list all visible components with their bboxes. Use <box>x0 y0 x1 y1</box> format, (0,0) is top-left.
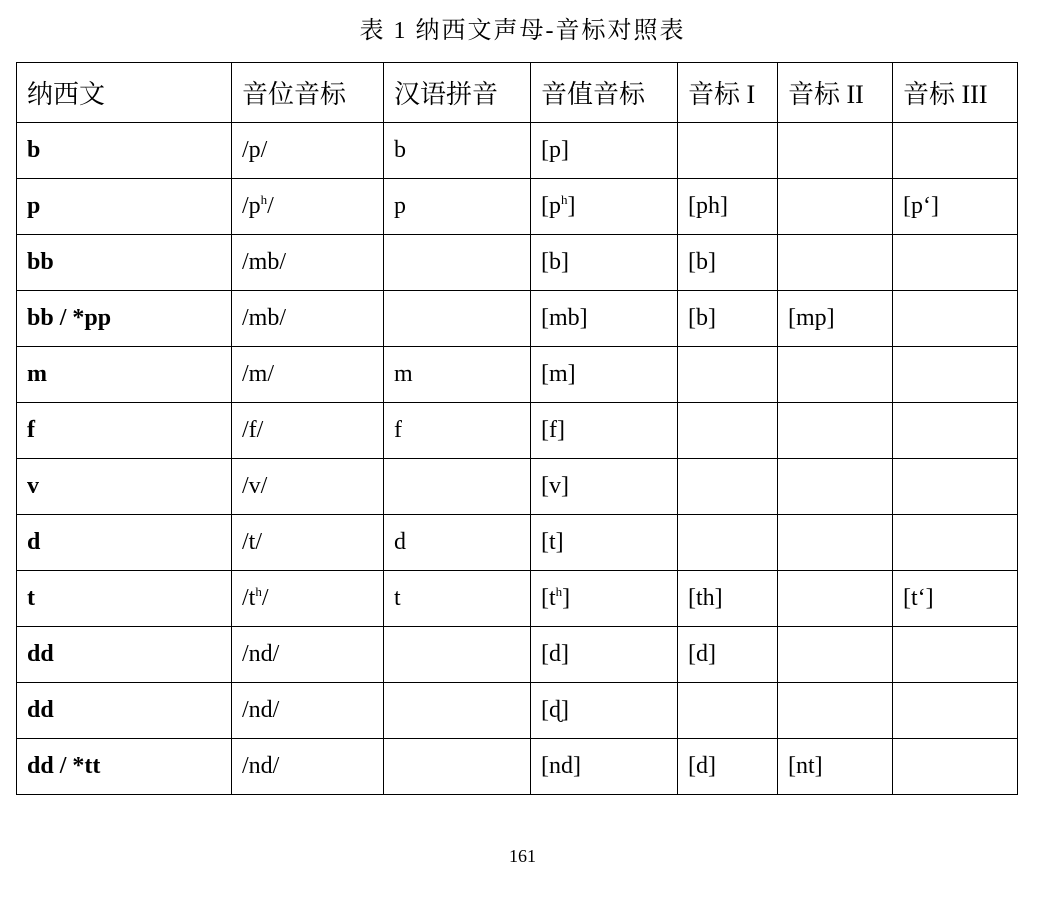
cell-naxi: bb / *pp <box>17 291 232 347</box>
table-row <box>17 403 1018 459</box>
table-row <box>17 627 1018 683</box>
cell-notation-1: [th] <box>678 571 778 627</box>
cell-notation-3 <box>893 683 1018 739</box>
cell-phonemic: /t/ <box>232 515 384 571</box>
cell-phonetic: [mb] <box>531 291 678 347</box>
cell-naxi: d <box>17 515 232 571</box>
cell-phonemic: /nd/ <box>232 627 384 683</box>
table-row <box>17 235 1018 291</box>
cell-pinyin: b <box>384 123 531 179</box>
cell-phonetic: [d] <box>531 627 678 683</box>
cell-phonetic: [ɖ] <box>531 683 678 739</box>
cell-notation-3 <box>893 515 1018 571</box>
cell-notation-2 <box>778 179 893 235</box>
cell-phonemic: /mb/ <box>232 235 384 291</box>
cell-pinyin <box>384 459 531 515</box>
cell-phonetic: [t] <box>531 515 678 571</box>
cell-notation-1: [d] <box>678 739 778 795</box>
column-header-naxi: 纳西文 <box>17 63 232 123</box>
cell-notation-2: [nt] <box>778 739 893 795</box>
cell-notation-1 <box>678 459 778 515</box>
cell-pinyin: f <box>384 403 531 459</box>
cell-naxi: f <box>17 403 232 459</box>
cell-naxi: v <box>17 459 232 515</box>
cell-notation-1 <box>678 403 778 459</box>
cell-notation-3 <box>893 627 1018 683</box>
initials-phonetic-table <box>16 62 1018 795</box>
cell-phonemic: /nd/ <box>232 683 384 739</box>
cell-phonemic: /p/ <box>232 123 384 179</box>
cell-naxi: t <box>17 571 232 627</box>
cell-phonetic: [p] <box>531 123 678 179</box>
table-body <box>17 123 1018 795</box>
cell-notation-1 <box>678 683 778 739</box>
cell-notation-1: [b] <box>678 235 778 291</box>
cell-notation-2 <box>778 515 893 571</box>
cell-naxi: bb <box>17 235 232 291</box>
cell-pinyin <box>384 291 531 347</box>
table-row <box>17 571 1018 627</box>
cell-pinyin: d <box>384 515 531 571</box>
cell-notation-3 <box>893 235 1018 291</box>
cell-notation-3 <box>893 459 1018 515</box>
cell-notation-2 <box>778 347 893 403</box>
column-header-pinyin: 汉语拼音 <box>384 63 531 123</box>
table-row <box>17 459 1018 515</box>
cell-naxi: dd <box>17 683 232 739</box>
cell-naxi: dd / *tt <box>17 739 232 795</box>
cell-naxi: dd <box>17 627 232 683</box>
cell-notation-3 <box>893 347 1018 403</box>
cell-notation-3 <box>893 123 1018 179</box>
cell-notation-3 <box>893 739 1018 795</box>
cell-notation-2 <box>778 123 893 179</box>
table-row <box>17 347 1018 403</box>
cell-notation-2 <box>778 403 893 459</box>
cell-naxi: b <box>17 123 232 179</box>
cell-naxi: m <box>17 347 232 403</box>
cell-naxi: p <box>17 179 232 235</box>
cell-notation-1 <box>678 123 778 179</box>
cell-notation-3: [t‘] <box>893 571 1018 627</box>
cell-pinyin <box>384 683 531 739</box>
cell-phonetic: $[p^h]$ <box>531 179 678 235</box>
cell-pinyin: p <box>384 179 531 235</box>
cell-phonemic: /m/ <box>232 347 384 403</box>
table-row <box>17 683 1018 739</box>
cell-phonetic: [b] <box>531 235 678 291</box>
cell-notation-1: [d] <box>678 627 778 683</box>
cell-notation-2 <box>778 683 893 739</box>
cell-notation-3: [p‘] <box>893 179 1018 235</box>
column-header-phonetic: 音值音标 <box>531 63 678 123</box>
cell-notation-3 <box>893 291 1018 347</box>
cell-notation-1: [ph] <box>678 179 778 235</box>
page-number: 161 <box>509 846 536 866</box>
cell-notation-1: [b] <box>678 291 778 347</box>
column-header-notation-1: 音标 I <box>678 63 778 123</box>
cell-notation-2 <box>778 571 893 627</box>
table-row <box>17 179 1018 235</box>
cell-pinyin: m <box>384 347 531 403</box>
cell-phonetic: $[t^h]$ <box>531 571 678 627</box>
cell-notation-2 <box>778 459 893 515</box>
cell-phonetic: [v] <box>531 459 678 515</box>
table-row <box>17 739 1018 795</box>
cell-pinyin <box>384 739 531 795</box>
table-row <box>17 123 1018 179</box>
cell-notation-2: [mp] <box>778 291 893 347</box>
column-header-notation-3: 音标 III <box>893 63 1018 123</box>
cell-notation-3 <box>893 403 1018 459</box>
cell-pinyin <box>384 627 531 683</box>
cell-phonetic: [m] <box>531 347 678 403</box>
cell-notation-2 <box>778 627 893 683</box>
column-header-notation-2: 音标 II <box>778 63 893 123</box>
cell-phonemic: /mb/ <box>232 291 384 347</box>
cell-phonemic: /v/ <box>232 459 384 515</box>
cell-phonemic: $/p^h/$ <box>232 179 384 235</box>
cell-phonemic: $/t^h/$ <box>232 571 384 627</box>
table-caption: 表 1 纳西文声母-音标对照表 <box>359 18 686 44</box>
cell-phonemic: /nd/ <box>232 739 384 795</box>
cell-pinyin: t <box>384 571 531 627</box>
cell-phonemic: /f/ <box>232 403 384 459</box>
cell-notation-1 <box>678 347 778 403</box>
table-header-row <box>17 63 1018 123</box>
table-row <box>17 515 1018 571</box>
cell-phonetic: [f] <box>531 403 678 459</box>
cell-phonetic: [nd] <box>531 739 678 795</box>
table-row <box>17 291 1018 347</box>
column-header-phonemic: 音位音标 <box>232 63 384 123</box>
cell-pinyin <box>384 235 531 291</box>
cell-notation-1 <box>678 515 778 571</box>
cell-notation-2 <box>778 235 893 291</box>
